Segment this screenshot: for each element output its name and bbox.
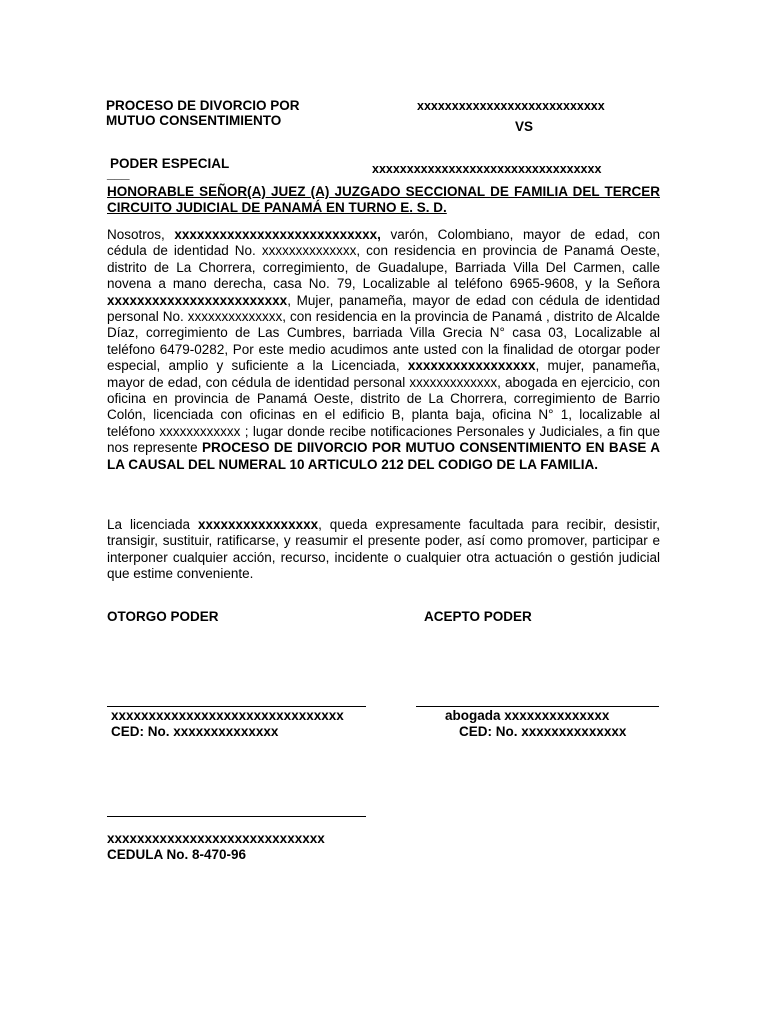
grantor2-signature-block — [107, 831, 325, 863]
party1-name: xxxxxxxxxxxxxxxxxxxxxxxxxxx — [417, 99, 605, 113]
grantor-2-name: xxxxxxxxxxxxxxxxxxxxxxxx — [107, 292, 288, 308]
case-title-line2: MUTUO CONSENTIMIENTO — [106, 113, 282, 128]
signature-line-third — [107, 816, 366, 817]
text-segment: varón, Colombiano, mayor de edad, con cédula de identidad No. xxxxxxxxxxxxxx, con residencia en provincia de Panamá Oeste, distrito de La Chorrera, corregimiento, de Guadalupe, Barriada Villa Del Carmen, calle novena a mano derecha, casa No. 79, Localizable al teléfono 6965-9608, y la Señora — [107, 227, 661, 292]
grantor-signature-name: xxxxxxxxxxxxxxxxxxxxxxxxxxxxxxx — [111, 708, 344, 723]
attorney-signature-name: abogada xxxxxxxxxxxxxx — [445, 708, 610, 723]
grantor-signature-block — [111, 708, 344, 740]
acepto-poder-label: ACEPTO PODER — [424, 609, 532, 624]
signature-line-left — [107, 706, 366, 707]
text-segment: , queda expresamente facultada para recibir, desistir, transigir, sustituir, ratificarse, y reasumir el presente poder, así como promover, participar e interponer cualquier acción, recurso, incidente o cualquier otra actuación o gestión judicial que estime conveniente. — [107, 517, 660, 582]
case-title-line1: PROCESO DE DIVORCIO POR — [106, 98, 300, 113]
text-segment: , Mujer, panameña, mayor de edad con cédula de identidad personal No. xxxxxxxxxxxxxx, con residencia en la provincia de Panamá , distrito de Alcalde Díaz, corregimiento de Las Cumbres, barriada Villa Grecia N° casa 03, Localizable al teléfono 6479-0282, Por este medio acudimos ante usted con la finalidad de otorgar poder especial, amplio y suficiente a la Licenciada, — [107, 292, 660, 374]
attorney-signature-ced: CED: No. xxxxxxxxxxxxxx — [459, 724, 627, 739]
poder-especial-underline: ___ — [107, 166, 130, 181]
addressee-heading: HONORABLE SEÑOR(A) JUEZ (A) JUZGADO SECCIONAL DE FAMILIA DEL TERCER CIRCUITO JUDICIAL DE PANAMÁ EN TURNO E. S. D. — [107, 184, 660, 215]
case-title — [106, 98, 300, 128]
signature-line-right — [416, 706, 659, 707]
attorney-name: xxxxxxxxxxxxxxxxx — [407, 358, 536, 374]
body-paragraph-2 — [107, 517, 660, 583]
otorgo-poder-label: OTORGO PODER — [107, 609, 219, 624]
text-segment: , mujer, panameña, mayor de edad, con cédula de identidad personal xxxxxxxxxxxxx, abogada en ejercicio, con oficina en provincia de Panamá Oeste, distrito de La Chorrera, corregimiento de Barrio Colón, licenciada con oficinas en el edificio B, planta baja, oficina N° 1, localizable al teléfono xxxxxxxxxxxx ; lugar donde recibe notificaciones Personales y Judiciales, a fin que nos represente — [107, 358, 660, 456]
grantor2-signature-name: xxxxxxxxxxxxxxxxxxxxxxxxxxxxx — [107, 831, 325, 846]
party2-name: xxxxxxxxxxxxxxxxxxxxxxxxxxxxxxxxx — [372, 162, 602, 176]
grantor-signature-ced: CED: No. xxxxxxxxxxxxxx — [111, 724, 279, 739]
attorney-name: xxxxxxxxxxxxxxxx — [197, 517, 319, 532]
text-segment: La licenciada — [107, 517, 198, 532]
poder-especial-title: PODER ESPECIAL — [110, 156, 230, 171]
grantor2-signature-ced: CEDULA No. 8-470-96 — [107, 847, 247, 862]
text-segment: Nosotros, — [107, 227, 175, 242]
body-paragraph-1 — [107, 227, 660, 473]
case-reference: PROCESO DE DIIVORCIO POR MUTUO CONSENTIMIENTO EN BASE A LA CAUSAL DEL NUMERAL 10 ARTICULO 212 DEL CODIGO DE LA FAMILIA. — [107, 440, 661, 472]
vs-label: VS — [515, 119, 534, 134]
grantor-1-name: xxxxxxxxxxxxxxxxxxxxxxxxxxx, — [174, 227, 381, 242]
